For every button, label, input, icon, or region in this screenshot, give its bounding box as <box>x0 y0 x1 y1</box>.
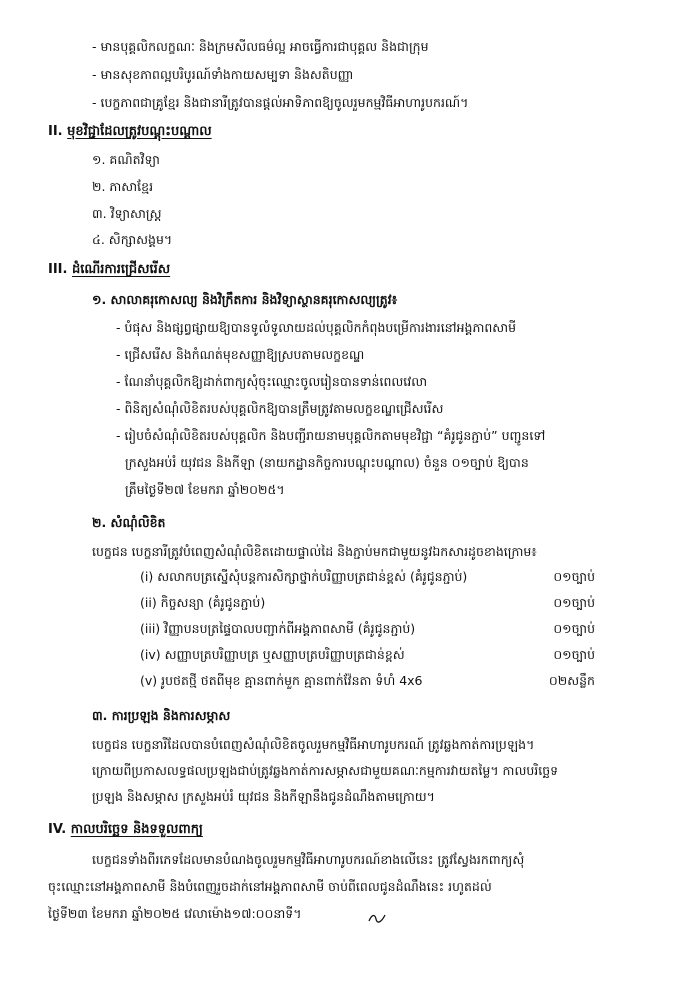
section-3-part-2-title: ២. សំណុំលិខិត <box>92 515 166 530</box>
part-1-last-bullet-line-3: ត្រឹមថ្ងៃទី២៧ ខែមករា ឆ្នាំ២០២៥។ <box>125 482 285 497</box>
intro-bullet-2: - មានសុខភាពល្អបរិបូរណ៍ទាំងកាយសម្បទា និងសតិបញ្ញា <box>92 67 354 82</box>
part-3-text-line: បេក្ខជន បេក្ខនារីដែលបានបំពេញសំណុំលិខិតចូលរួមកម្មវិធីអាហារូបករណ៍ ត្រូវឆ្លងកាត់ការប្រឡង។ <box>92 737 535 752</box>
section-2-numeral: II. <box>48 124 63 139</box>
section-3-part-3-title: ៣. ការប្រឡង និងការសម្ភាស <box>92 708 231 723</box>
section-4-text-line: ថ្ងៃទី២៣ ខែមករា ឆ្នាំ២០២៥ វេលាម៉ោង១៧:០០នាទី។ <box>48 906 302 921</box>
section-4-heading <box>48 820 203 840</box>
intro-bullet-1: - មានបុគ្គលិកលក្ខណៈ និងក្រមសីលធម៌ល្អ អាចធ្វើការជាបុគ្គល និងជាក្រុម <box>92 39 429 54</box>
subject-item: ៤. សិក្សាសង្គម។ <box>92 232 173 247</box>
pen-mark-icon <box>368 912 386 924</box>
section-3-part-1-title: ១. សាលាគរុកោសល្យ និងវិក្រឹតការ និងវិទ្យាស្ថានគរុកោសល្យត្រូវ៖ <box>92 292 398 307</box>
document-item-label: (i) សលាកបត្រស្នើសុំបន្តការសិក្សាថ្នាក់បរិញ្ញាបត្រជាន់ខ្ពស់ (គំរូជូនភ្ជាប់) <box>140 569 468 584</box>
document-item-quantity: ០២សន្លឹក <box>548 673 595 688</box>
subject-item: ៣. វិទ្យាសាស្ត្រ <box>92 206 162 221</box>
document-item-quantity: ០១ច្បាប់ <box>553 569 595 584</box>
part-1-bullet: - ណែនាំបុគ្គលិកឱ្យដាក់ពាក្យសុំចុះឈ្មោះចូលរៀនបានទាន់ពេលវេលា <box>116 374 428 389</box>
intro-bullet-3: - បេក្ខភាពជាគ្រូខ្មែរ និងជានារីត្រូវបានផ្តល់អាទិភាពឱ្យចូលរួមកម្មវិធីអាហារូបករណ៍។ <box>92 95 469 110</box>
section-4-numeral: IV. <box>48 822 67 837</box>
part-1-last-bullet-line-1: - រៀបចំសំណុំលិខិតរបស់បុគ្គលិក និងបញ្ជីរាយនាមបុគ្គលិកតាមមុខវិជ្ជា “គំរូជូនភ្ជាប់” បញ្ជូនទៅ <box>116 428 546 443</box>
subject-item: ២. ភាសាខ្មែរ <box>92 179 154 194</box>
section-3-numeral: III. <box>48 262 68 277</box>
subject-item: ១. គណិតវិទ្យា <box>92 152 160 167</box>
document-item-quantity: ០១ច្បាប់ <box>553 595 595 610</box>
document-item-label: (ii) កិច្ចសន្យា (គំរូជូនភ្ជាប់) <box>140 595 266 610</box>
part-2-intro: បេក្ខជន បេក្ខនារីត្រូវបំពេញសំណុំលិខិតដោយផ្ទាល់ដៃ និងភ្ជាប់មកជាមួយនូវឯកសារដូចខាងក្រោម៖ <box>92 544 537 559</box>
part-3-text-line: ប្រឡង និងសម្ភាស ក្រសួងអប់រំ យុវជន និងកីឡានឹងជូនដំណឹងតាមក្រោយ។ <box>92 789 435 804</box>
document-item-label: (v) រូបថតថ្មី ថតពីមុខ គ្មានពាក់មួក គ្មានពាក់វ៉ែនតា ទំហំ 4x6 <box>140 673 423 688</box>
part-1-bullet: - បំផុស និងផ្សព្វផ្សាយឱ្យបានទូលំទូលាយដល់បុគ្គលិកកំពុងបម្រើការងារនៅអង្គភាពសាមី <box>116 320 517 335</box>
section-4-title: កាលបរិច្ឆេទ និងទទួលពាក្យ <box>70 822 203 837</box>
document-item-label: (iv) សញ្ញាបត្របរិញ្ញាបត្រ ឬសញ្ញាបត្របរិញ្ញាបត្រជាន់ខ្ពស់ <box>140 647 405 662</box>
section-4-text-line: បេក្ខជនទាំងពីរភេទដែលមានបំណងចូលរួមកម្មវិធីអាហារូបករណ៍ខាងលើនេះ ត្រូវស្វែងរកពាក្យសុំ <box>92 852 525 867</box>
part-3-text-line: ក្រោយពីប្រកាសលទ្ធផលប្រឡងជាប់ត្រូវឆ្លងកាត់ការសម្ភាសជាមួយគណៈកម្មការវាយតម្លៃ។ កាលបរិច្ឆេទ <box>92 763 559 778</box>
part-1-last-bullet-line-2: ក្រសួងអប់រំ យុវជន និងកីឡា (នាយកដ្ឋានកិច្ចការបណ្តុះបណ្តាល) ចំនួន ០១ច្បាប់ ឱ្យបាន <box>125 455 529 470</box>
section-2-title: មុខវិជ្ជាដែលត្រូវបណ្តុះបណ្តាល <box>67 124 212 139</box>
section-2-heading <box>48 122 212 142</box>
part-1-bullet: - ជ្រើសរើស និងកំណត់មុខសញ្ញាឱ្យស្របតាមលក្ខខណ្ឌ <box>116 347 365 362</box>
document-item-quantity: ០១ច្បាប់ <box>553 647 595 662</box>
document-item-label: (iii) វិញ្ញាបនបត្រផ្ទៃបាលបញ្ជាក់ពីអង្គភាពសាមី (គំរូជូនភ្ជាប់) <box>140 621 416 636</box>
document-item-quantity: ០១ច្បាប់ <box>553 621 595 636</box>
section-3-heading <box>48 260 170 280</box>
part-1-bullet: - ពិនិត្យសំណុំលិខិតរបស់បុគ្គលិកឱ្យបានត្រឹមត្រូវតាមលក្ខខណ្ឌជ្រើសរើស <box>116 401 444 416</box>
section-3-title: ដំណើរការជ្រើសរើស <box>71 262 171 277</box>
section-4-text-line: ចុះឈ្មោះនៅអង្គភាពសាមី និងបំពេញរួចដាក់នៅអង្គភាពសាមី ចាប់ពីពេលជូនដំណឹងនេះ រហូតដល់ <box>48 879 492 894</box>
